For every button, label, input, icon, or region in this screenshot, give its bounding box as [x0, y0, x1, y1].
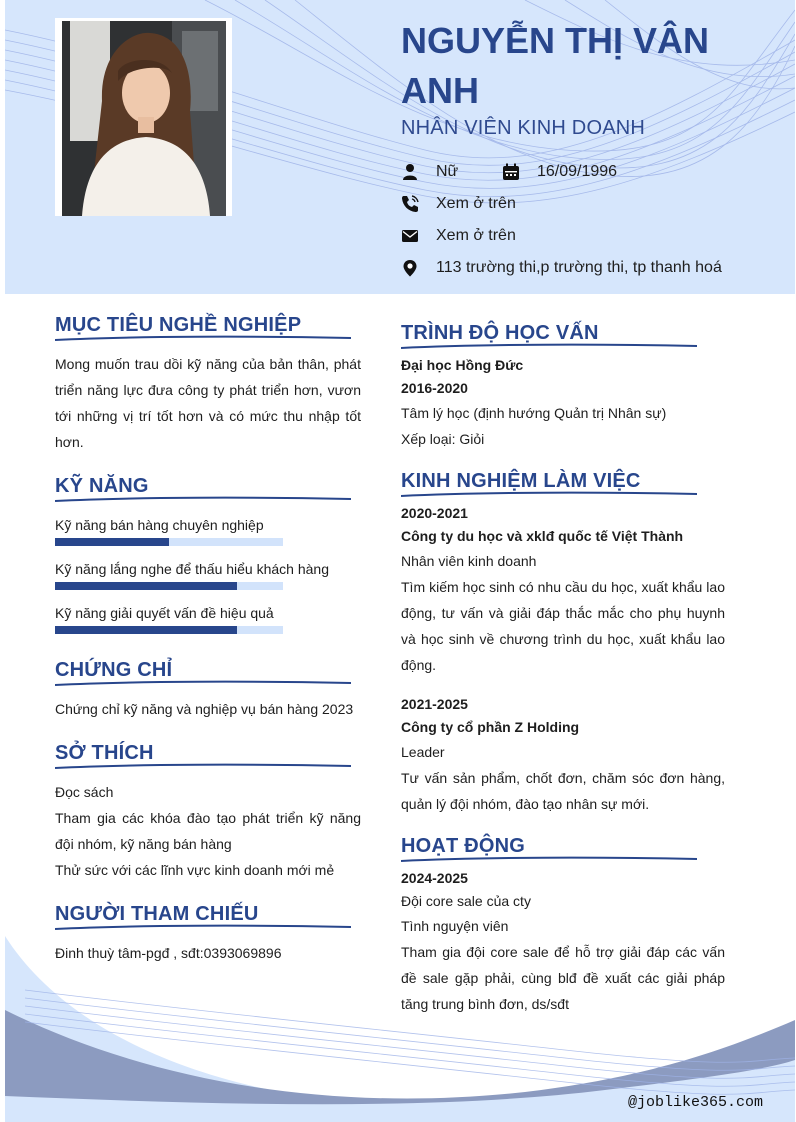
hobby-item: Tham gia các khóa đào tạo phát triển kỹ năng đội nhóm, kỹ năng bán hàng [55, 810, 361, 852]
job-description: Tìm kiếm học sinh có nhu cầu du học, xuất khẩu lao động, tư vấn và giải đáp thắc mắc cho phụ huynh và học sinh về chương trình du học, xuất khẩu lao động. [401, 579, 725, 673]
skill-bar [55, 626, 283, 634]
skill-bar-fill [55, 582, 237, 590]
profile-photo-frame [55, 18, 232, 216]
experience-underline [401, 490, 697, 498]
skills-title: KỸ NĂNG [55, 475, 149, 497]
objective-text: Mong muốn trau dồi kỹ năng của bản thân, phát triển năng lực đưa công ty phát triển hơn, vươn tới những vị trí tốt hơn và có mức thu nhập tốt hơn. [55, 356, 361, 450]
references-underline [55, 923, 351, 931]
education-period: 2016-2020 [401, 380, 468, 396]
objective-underline [55, 334, 351, 342]
job-description: Tư vấn sản phẩm, chốt đơn, chăm sóc đơn hàng, quản lý đội nhóm, đào tạo nhân sự mới. [401, 770, 725, 812]
gender-row [401, 161, 458, 183]
skills-underline [55, 495, 351, 503]
experience-title: KINH NGHIỆM LÀM VIỆC [401, 470, 641, 492]
email-value: Xem ở trên [436, 227, 516, 244]
activity-description: Tham gia đội core sale để hỗ trợ giải đáp các vấn đề sale gặp phải, cùng blđ đề xuất các giải pháp tăng trung bình đơn, ds/sđt [401, 944, 725, 1012]
address-row [401, 257, 722, 279]
gender-value: Nữ [436, 163, 459, 180]
certificates-title: CHỨNG CHỈ [55, 659, 173, 681]
envelope-icon [401, 227, 419, 245]
activity-period: 2024-2025 [401, 870, 468, 886]
person-icon [401, 163, 419, 181]
candidate-name: NGUYỄN THỊ VÂN ANH [401, 20, 710, 111]
education-school: Đại học Hồng Đức [401, 357, 524, 373]
profile-photo [62, 21, 226, 216]
hobbies-underline [55, 762, 351, 770]
skill-bar [55, 538, 283, 546]
email-row [401, 225, 516, 247]
skill-bar-fill [55, 626, 237, 634]
skill-bar [55, 582, 283, 590]
activity-organization: Đội core sale của cty [401, 893, 531, 909]
certificates-underline [55, 679, 351, 687]
job-company: Công ty cổ phần Z Holding [401, 719, 580, 735]
address-value: 113 trường thi,p trường thi, tp thanh hoá [436, 259, 722, 276]
birthdate-value: 16/09/1996 [537, 163, 618, 180]
skill-label: Kỹ năng lắng nghe để thấu hiểu khách hàng [55, 561, 330, 577]
education-title: TRÌNH ĐỘ HỌC VẤN [401, 322, 599, 344]
activity-role: Tình nguyện viên [401, 918, 509, 934]
hobby-item: Đọc sách [55, 784, 114, 800]
job-position: Leader [401, 744, 445, 760]
portrait-illustration [62, 21, 226, 216]
cv-page [5, 0, 795, 1122]
skill-bar-fill [55, 538, 169, 546]
hobbies-title: SỞ THÍCH [55, 742, 154, 764]
education-underline [401, 342, 697, 350]
hobby-item: Thử sức với các lĩnh vực kinh doanh mới mẻ [55, 862, 335, 878]
job-company: Công ty du học và xklđ quốc tế Việt Thành [401, 528, 684, 544]
birthdate-row [502, 161, 617, 183]
references-title: NGƯỜI THAM CHIẾU [55, 903, 259, 925]
job-title: NHÂN VIÊN KINH DOANH [401, 117, 646, 139]
job-period: 2021-2025 [401, 696, 468, 712]
education-grade: Xếp loại: Giỏi [401, 431, 485, 447]
skill-label: Kỹ năng giải quyết vấn đề hiệu quả [55, 605, 274, 621]
location-pin-icon [401, 259, 419, 277]
watermark: @joblike365.com [627, 1094, 763, 1111]
phone-value: Xem ở trên [436, 195, 516, 212]
education-major: Tâm lý học (định hướng Quản trị Nhân sự) [401, 405, 667, 421]
phone-icon [401, 195, 419, 213]
certificate-item: Chứng chỉ kỹ năng và nghiệp vụ bán hàng 2023 [55, 701, 354, 717]
phone-row [401, 193, 516, 215]
objective-title: MỤC TIÊU NGHỀ NGHIỆP [55, 314, 302, 336]
reference-text: Đinh thuỳ tâm-pgđ , sđt:0393069896 [55, 945, 282, 961]
activities-underline [401, 855, 697, 863]
activities-title: HOẠT ĐỘNG [401, 835, 526, 857]
job-position: Nhân viên kinh doanh [401, 553, 537, 569]
job-period: 2020-2021 [401, 505, 468, 521]
skill-label: Kỹ năng bán hàng chuyên nghiệp [55, 517, 264, 533]
calendar-icon [502, 163, 520, 181]
